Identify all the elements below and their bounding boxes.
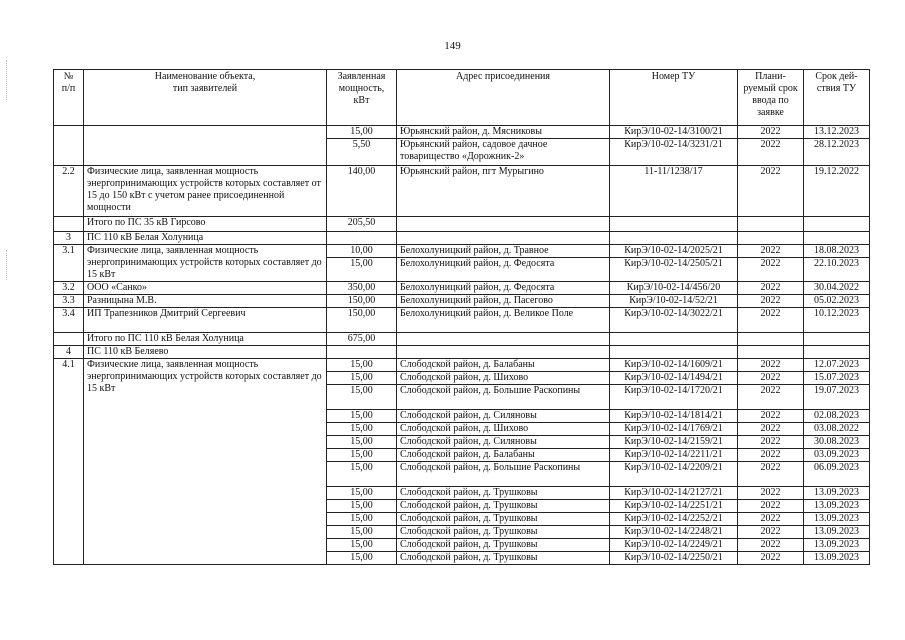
row-name: Физические лица, заявленная мощность энергопринимающих устройств которых составляет от 15 до 150 кВт с учетом ранее присоединенной мощности	[84, 166, 327, 217]
row-planned-year: 2022	[738, 423, 804, 436]
row-address: Белохолуницкий район, д. Пасегово	[397, 295, 610, 308]
table-row	[54, 232, 870, 245]
row-power: 205,50	[327, 217, 397, 232]
row-power: 15,00	[327, 436, 397, 449]
row-power: 15,00	[327, 526, 397, 539]
row-tu-term: 12.07.2023	[804, 359, 870, 372]
row-planned-year	[738, 333, 804, 346]
row-tu-term: 02.08.2023	[804, 410, 870, 423]
row-tu-number: КирЭ/10-02-14/2252/21	[610, 513, 738, 526]
row-planned-year	[738, 346, 804, 359]
row-tu-term: 19.12.2022	[804, 166, 870, 217]
row-power: 15,00	[327, 513, 397, 526]
row-num: 3.4	[54, 308, 84, 333]
row-name: Разницына М.В.	[84, 295, 327, 308]
row-address: Белохолуницкий район, д. Федосята	[397, 258, 610, 282]
row-power: 5,50	[327, 139, 397, 166]
row-tu-number: КирЭ/10-02-14/2249/21	[610, 539, 738, 552]
row-tu-number	[610, 333, 738, 346]
row-num	[54, 217, 84, 232]
row-planned-year: 2022	[738, 295, 804, 308]
row-planned-year: 2022	[738, 539, 804, 552]
row-address: Слободской район, д. Силяновы	[397, 410, 610, 423]
row-planned-year	[738, 232, 804, 245]
row-tu-term: 13.09.2023	[804, 539, 870, 552]
row-name: ПС 110 кВ Белая Холуница	[84, 232, 327, 245]
row-tu-term: 03.08.2022	[804, 423, 870, 436]
table-row	[54, 126, 870, 139]
row-tu-number: КирЭ/10-02-14/2127/21	[610, 487, 738, 500]
row-power: 15,00	[327, 410, 397, 423]
row-planned-year: 2022	[738, 385, 804, 410]
row-address: Слободской район, д. Большие Раскопины	[397, 385, 610, 410]
table-header-row	[54, 70, 870, 126]
row-power: 15,00	[327, 449, 397, 462]
row-tu-number: КирЭ/10-02-14/2209/21	[610, 462, 738, 487]
row-power: 15,00	[327, 487, 397, 500]
row-address: Слободской район, д. Шихово	[397, 372, 610, 385]
row-power	[327, 232, 397, 245]
row-num: 3	[54, 232, 84, 245]
row-planned-year: 2022	[738, 359, 804, 372]
row-tu-number: КирЭ/10-02-14/2211/21	[610, 449, 738, 462]
row-tu-number: КирЭ/10-02-14/2025/21	[610, 245, 738, 258]
row-planned-year: 2022	[738, 308, 804, 333]
row-address: Слободской район, д. Силяновы	[397, 436, 610, 449]
row-power: 150,00	[327, 295, 397, 308]
row-power: 15,00	[327, 126, 397, 139]
row-tu-term	[804, 232, 870, 245]
row-planned-year	[738, 217, 804, 232]
row-planned-year: 2022	[738, 372, 804, 385]
row-tu-number: КирЭ/10-02-14/1814/21	[610, 410, 738, 423]
row-name: Итого по ПС 110 кВ Белая Холуница	[84, 333, 327, 346]
row-planned-year: 2022	[738, 552, 804, 565]
row-power: 15,00	[327, 539, 397, 552]
row-name	[84, 126, 327, 166]
row-tu-number	[610, 232, 738, 245]
row-power	[327, 346, 397, 359]
row-power: 15,00	[327, 423, 397, 436]
row-tu-number: КирЭ/10-02-14/3022/21	[610, 308, 738, 333]
row-address: Белохолуницкий район, д. Федосята	[397, 282, 610, 295]
header-tu-term: Срок дей-ствия ТУ	[804, 70, 870, 126]
row-tu-term: 03.09.2023	[804, 449, 870, 462]
row-address: Юрьянский район, садовое дачное товарищество «Дорожник-2»	[397, 139, 610, 166]
row-name: ПС 110 кВ Беляево	[84, 346, 327, 359]
table-row	[54, 245, 870, 258]
row-address: Слободской район, д. Балабаны	[397, 449, 610, 462]
row-tu-number: КирЭ/10-02-14/2159/21	[610, 436, 738, 449]
row-tu-number: 11-11/1238/17	[610, 166, 738, 217]
row-name: ООО «Санко»	[84, 282, 327, 295]
row-power: 15,00	[327, 385, 397, 410]
row-tu-number: КирЭ/10-02-14/2250/21	[610, 552, 738, 565]
row-num: 3.3	[54, 295, 84, 308]
row-tu-term: 22.10.2023	[804, 258, 870, 282]
row-address: Юрьянский район, д. Мясниковы	[397, 126, 610, 139]
row-tu-term: 13.09.2023	[804, 500, 870, 513]
row-power: 15,00	[327, 462, 397, 487]
row-address: Слободской район, д. Трушковы	[397, 552, 610, 565]
page-number: 149	[444, 40, 461, 52]
row-planned-year: 2022	[738, 126, 804, 139]
header-num: № п/п	[54, 70, 84, 126]
row-tu-term: 19.07.2023	[804, 385, 870, 410]
row-planned-year: 2022	[738, 245, 804, 258]
row-tu-term: 15.07.2023	[804, 372, 870, 385]
row-tu-number: КирЭ/10-02-14/3231/21	[610, 139, 738, 166]
row-planned-year: 2022	[738, 462, 804, 487]
row-tu-term: 28.12.2023	[804, 139, 870, 166]
row-power: 15,00	[327, 372, 397, 385]
row-planned-year: 2022	[738, 513, 804, 526]
row-address: Слободской район, д. Трушковы	[397, 513, 610, 526]
row-planned-year: 2022	[738, 526, 804, 539]
row-address: Белохолуницкий район, д. Травное	[397, 245, 610, 258]
row-num	[54, 126, 84, 166]
row-address	[397, 346, 610, 359]
row-address	[397, 217, 610, 232]
table-row	[54, 308, 870, 333]
row-name: Физические лица, заявленная мощность энергопринимающих устройств которых составляет до 15 кВт	[84, 245, 327, 282]
row-name: ИП Трапезников Дмитрий Сергеевич	[84, 308, 327, 333]
row-address: Белохолуницкий район, д. Великое Поле	[397, 308, 610, 333]
row-num: 2.2	[54, 166, 84, 217]
header-tu-number: Номер ТУ	[610, 70, 738, 126]
row-name: Физические лица, заявленная мощность энергопринимающих устройств которых составляет до 15 кВт	[84, 359, 327, 565]
row-planned-year: 2022	[738, 139, 804, 166]
header-power: Заявленная мощность, кВт	[327, 70, 397, 126]
row-tu-number: КирЭ/10-02-14/2505/21	[610, 258, 738, 282]
row-tu-number: КирЭ/10-02-14/1769/21	[610, 423, 738, 436]
row-tu-term: 13.09.2023	[804, 552, 870, 565]
header-planned-year: Плани-руемый срок ввода по заявке	[738, 70, 804, 126]
row-tu-number: КирЭ/10-02-14/1609/21	[610, 359, 738, 372]
row-address: Слободской район, д. Трушковы	[397, 487, 610, 500]
row-tu-term: 30.04.2022	[804, 282, 870, 295]
row-planned-year: 2022	[738, 500, 804, 513]
row-tu-term	[804, 346, 870, 359]
row-tu-term	[804, 217, 870, 232]
row-planned-year: 2022	[738, 487, 804, 500]
row-power: 15,00	[327, 552, 397, 565]
row-num: 3.2	[54, 282, 84, 295]
row-tu-term: 10.12.2023	[804, 308, 870, 333]
row-planned-year: 2022	[738, 449, 804, 462]
table-row	[54, 359, 870, 372]
row-num: 3.1	[54, 245, 84, 282]
row-power: 15,00	[327, 500, 397, 513]
row-address: Слободской район, д. Трушковы	[397, 526, 610, 539]
row-address: Слободской район, д. Трушковы	[397, 500, 610, 513]
row-tu-term: 30.08.2023	[804, 436, 870, 449]
row-tu-number: КирЭ/10-02-14/2248/21	[610, 526, 738, 539]
row-tu-term: 13.09.2023	[804, 526, 870, 539]
row-power: 350,00	[327, 282, 397, 295]
row-num	[54, 333, 84, 346]
row-planned-year: 2022	[738, 282, 804, 295]
row-tu-number: КирЭ/10-02-14/456/20	[610, 282, 738, 295]
row-address: Слободской район, д. Шихово	[397, 423, 610, 436]
row-name: Итого по ПС 35 кВ Гирсово	[84, 217, 327, 232]
row-power: 675,00	[327, 333, 397, 346]
row-power: 140,00	[327, 166, 397, 217]
row-tu-number	[610, 346, 738, 359]
row-tu-term	[804, 333, 870, 346]
row-planned-year: 2022	[738, 436, 804, 449]
row-planned-year: 2022	[738, 166, 804, 217]
row-tu-number: КирЭ/10-02-14/1720/21	[610, 385, 738, 410]
table-row	[54, 346, 870, 359]
row-tu-number: КирЭ/10-02-14/3100/21	[610, 126, 738, 139]
header-name: Наименование объекта, тип заявителей	[84, 70, 327, 126]
row-planned-year: 2022	[738, 410, 804, 423]
row-tu-term: 13.12.2023	[804, 126, 870, 139]
row-address: Слободской район, д. Большие Раскопины	[397, 462, 610, 487]
row-address: Слободской район, д. Балабаны	[397, 359, 610, 372]
margin-mark	[6, 60, 9, 100]
row-power: 15,00	[327, 258, 397, 282]
table-row	[54, 295, 870, 308]
row-tu-term: 13.09.2023	[804, 513, 870, 526]
row-planned-year: 2022	[738, 258, 804, 282]
row-address: Юрьянский район, пгт Мурыгино	[397, 166, 610, 217]
row-tu-term: 18.08.2023	[804, 245, 870, 258]
row-address	[397, 232, 610, 245]
row-tu-term: 06.09.2023	[804, 462, 870, 487]
row-tu-number: КирЭ/10-02-14/2251/21	[610, 500, 738, 513]
row-power: 10,00	[327, 245, 397, 258]
row-address: Слободской район, д. Трушковы	[397, 539, 610, 552]
table-row	[54, 217, 870, 232]
row-power: 15,00	[327, 359, 397, 372]
row-tu-term: 05.02.2023	[804, 295, 870, 308]
header-address: Адрес присоединения	[397, 70, 610, 126]
table-row	[54, 282, 870, 295]
connections-table	[53, 69, 870, 565]
row-tu-number: КирЭ/10-02-14/1494/21	[610, 372, 738, 385]
table-row	[54, 166, 870, 217]
row-num: 4.1	[54, 359, 84, 565]
row-tu-term: 13.09.2023	[804, 487, 870, 500]
margin-mark	[6, 250, 9, 280]
row-address	[397, 333, 610, 346]
row-tu-number: КирЭ/10-02-14/52/21	[610, 295, 738, 308]
row-tu-number	[610, 217, 738, 232]
table-row	[54, 333, 870, 346]
row-power: 150,00	[327, 308, 397, 333]
row-num: 4	[54, 346, 84, 359]
